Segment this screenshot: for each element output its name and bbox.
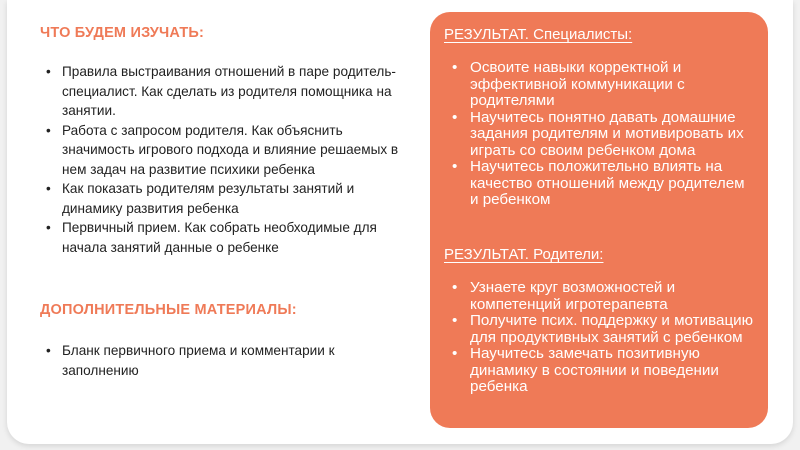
list-item: • Работа с запросом родителя. Как объяснить значимость игрового подхода и влияние решаемых в нем задач на развитие психики ребенка [40,121,400,180]
section-title-learn: ЧТО БУДЕМ ИЗУЧАТЬ: [40,25,205,41]
list-item: • Научитесь положительно влиять на качество отношений между родителем и ребенком [444,159,754,209]
list-item: • Научитесь понятно давать домашние задания родителям и мотивировать их играть со своим ребенком дома [444,110,754,160]
results-parents-title: РЕЗУЛЬТАТ. Родители: [444,246,604,263]
list-item: • Научитесь замечать позитивную динамику в состоянии и поведении ребенка [444,346,754,396]
list-item: • Первичный прием. Как собрать необходимые для начала занятий данные о ребенке [40,218,400,257]
list-item: • Как показать родителям результаты занятий и динамику развития ребенка [40,179,400,218]
results-panel [430,12,768,428]
list-item: • Узнаете круг возможностей и компетенций игротерапевта [444,280,754,313]
list-item: • Освоите навыки корректной и эффективной коммуникации с родителями [444,60,754,110]
section-title-materials: ДОПОЛНИТЕЛЬНЫЕ МАТЕРИАЛЫ: [40,302,297,318]
materials-list [40,341,400,380]
list-item: • Правила выстраивания отношений в паре родитель-специалист. Как сделать из родителя помощника на занятии. [40,62,400,121]
learn-list [40,62,400,257]
list-item: • Получите псих. поддержку и мотивацию для продуктивных занятий с ребенком [444,313,754,346]
results-specialists-title: РЕЗУЛЬТАТ. Специалисты: [444,26,633,43]
list-item: • Бланк первичного приема и комментарии к заполнению [40,341,400,380]
results-specialists-list [444,60,754,209]
results-parents-list [444,280,754,396]
content-card [7,0,793,444]
